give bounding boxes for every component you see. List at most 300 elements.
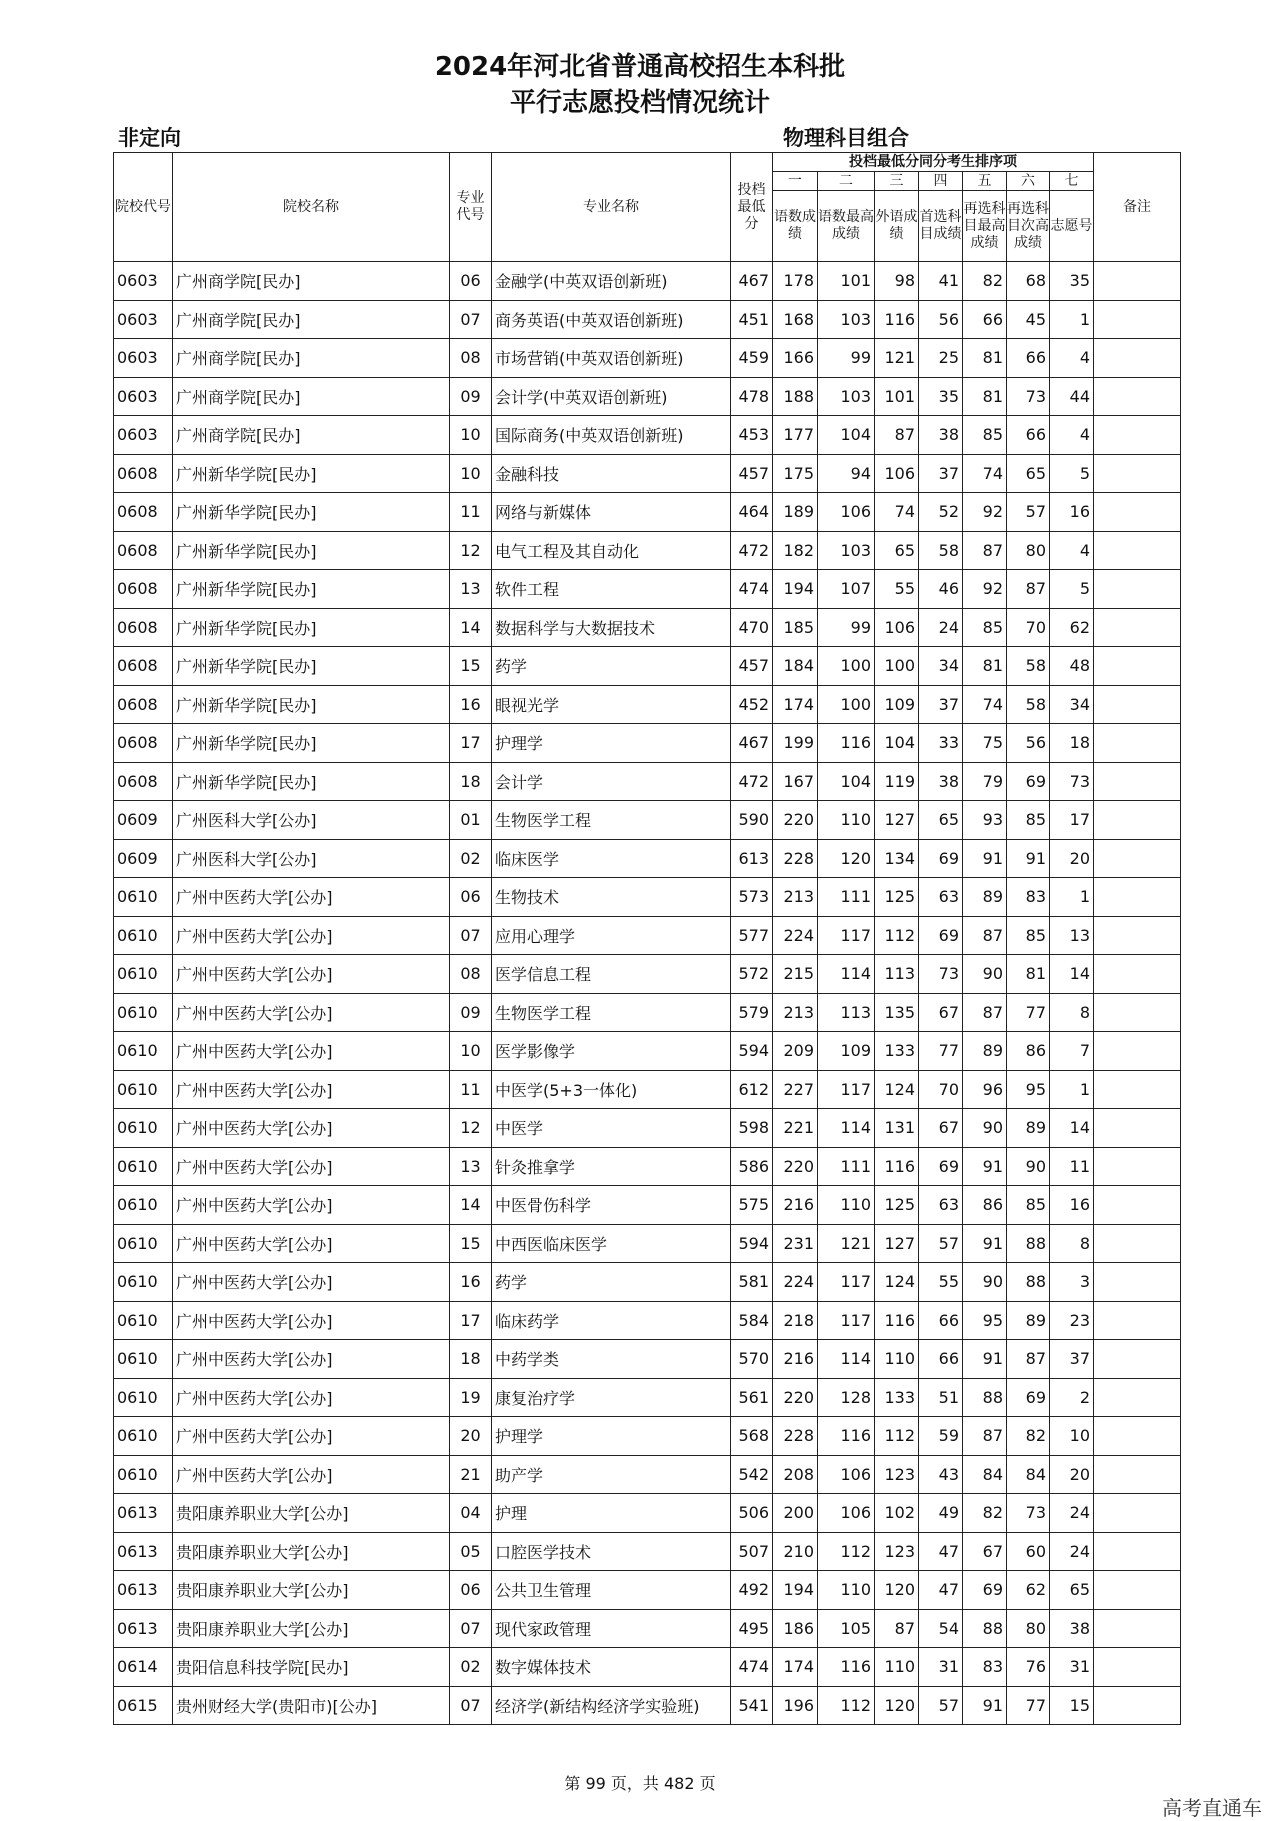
- cell-chinese-math-max: 105: [818, 1609, 875, 1648]
- cell-foreign-language: 135: [875, 993, 919, 1032]
- cell-major-code: 08: [450, 955, 492, 994]
- cell-chinese-math-score: 194: [773, 1571, 818, 1610]
- cell-preference-no: 10: [1050, 1417, 1094, 1456]
- cell-first-subject: 56: [919, 300, 963, 339]
- cell-major-name: 商务英语(中英双语创新班): [492, 300, 731, 339]
- page-title: 2024年河北省普通高校招生本科批: [434, 52, 846, 82]
- cell-elective-max: 81: [963, 647, 1007, 686]
- cell-school-name: 广州中医药大学[公办]: [173, 1109, 450, 1148]
- cell-major-code: 19: [450, 1378, 492, 1417]
- cell-chinese-math-score: 231: [773, 1224, 818, 1263]
- cell-preference-no: 62: [1050, 608, 1094, 647]
- cell-major-code: 02: [450, 839, 492, 878]
- cell-foreign-language: 112: [875, 1417, 919, 1456]
- cell-major-name: 医学影像学: [492, 1032, 731, 1071]
- cell-first-subject: 55: [919, 1263, 963, 1302]
- cell-school-name: 广州中医药大学[公办]: [173, 878, 450, 917]
- cell-remarks: [1094, 1532, 1181, 1571]
- cell-elective-max: 75: [963, 724, 1007, 763]
- cell-remarks: [1094, 1263, 1181, 1302]
- cell-school-name: 广州中医药大学[公办]: [173, 1186, 450, 1225]
- cell-preference-no: 20: [1050, 839, 1094, 878]
- cell-major-code: 12: [450, 531, 492, 570]
- table-row: [114, 377, 1181, 416]
- cell-min-score: 470: [731, 608, 773, 647]
- cell-remarks: [1094, 1109, 1181, 1148]
- header-elective-second: 再选科目次高成绩: [1007, 191, 1050, 262]
- cell-elective-max: 82: [963, 262, 1007, 301]
- cell-min-score: 577: [731, 916, 773, 955]
- cell-school-name: 广州中医药大学[公办]: [173, 916, 450, 955]
- cell-chinese-math-score: 208: [773, 1455, 818, 1494]
- cell-school-name: 广州新华学院[民办]: [173, 531, 450, 570]
- cell-chinese-math-score: 210: [773, 1532, 818, 1571]
- cell-chinese-math-max: 106: [818, 1455, 875, 1494]
- cell-elective-second: 76: [1007, 1648, 1050, 1687]
- cell-major-code: 13: [450, 1147, 492, 1186]
- cell-chinese-math-max: 106: [818, 493, 875, 532]
- cell-min-score: 451: [731, 300, 773, 339]
- cell-elective-max: 67: [963, 1532, 1007, 1571]
- cell-first-subject: 65: [919, 801, 963, 840]
- cell-elective-max: 79: [963, 762, 1007, 801]
- cell-elective-second: 80: [1007, 531, 1050, 570]
- cell-major-code: 15: [450, 1224, 492, 1263]
- cell-school-code: 0610: [114, 1340, 173, 1379]
- category-label: 非定向: [118, 126, 181, 150]
- cell-remarks: [1094, 339, 1181, 378]
- cell-first-subject: 57: [919, 1224, 963, 1263]
- cell-foreign-language: 106: [875, 454, 919, 493]
- cell-elective-second: 82: [1007, 1417, 1050, 1456]
- cell-school-code: 0603: [114, 339, 173, 378]
- cell-first-subject: 73: [919, 955, 963, 994]
- cell-school-name: 广州中医药大学[公办]: [173, 993, 450, 1032]
- cell-chinese-math-score: 177: [773, 416, 818, 455]
- cell-major-code: 09: [450, 993, 492, 1032]
- cell-major-name: 中医骨伤科学: [492, 1186, 731, 1225]
- table-row: [114, 570, 1181, 609]
- cell-elective-max: 93: [963, 801, 1007, 840]
- header-school-code: 院校代号: [114, 153, 173, 262]
- cell-major-name: 护理学: [492, 724, 731, 763]
- cell-major-code: 13: [450, 570, 492, 609]
- cell-remarks: [1094, 454, 1181, 493]
- cell-school-name: 广州中医药大学[公办]: [173, 1301, 450, 1340]
- cell-elective-max: 74: [963, 685, 1007, 724]
- cell-preference-no: 11: [1050, 1147, 1094, 1186]
- table-body: [114, 262, 1181, 1725]
- cell-school-code: 0613: [114, 1532, 173, 1571]
- cell-preference-no: 23: [1050, 1301, 1094, 1340]
- cell-foreign-language: 119: [875, 762, 919, 801]
- table-row: [114, 685, 1181, 724]
- cell-foreign-language: 123: [875, 1532, 919, 1571]
- cell-school-code: 0609: [114, 839, 173, 878]
- cell-chinese-math-max: 100: [818, 685, 875, 724]
- header-chinese-math-max: 语数最高成绩: [818, 191, 875, 262]
- cell-elective-second: 90: [1007, 1147, 1050, 1186]
- cell-elective-max: 87: [963, 531, 1007, 570]
- cell-first-subject: 35: [919, 377, 963, 416]
- cell-major-name: 护理学: [492, 1417, 731, 1456]
- cell-first-subject: 54: [919, 1609, 963, 1648]
- cell-first-subject: 31: [919, 1648, 963, 1687]
- cell-elective-second: 87: [1007, 1340, 1050, 1379]
- cell-preference-no: 8: [1050, 993, 1094, 1032]
- cell-preference-no: 48: [1050, 647, 1094, 686]
- cell-elective-second: 69: [1007, 1378, 1050, 1417]
- cell-school-code: 0610: [114, 1109, 173, 1148]
- cell-major-code: 07: [450, 916, 492, 955]
- cell-preference-no: 2: [1050, 1378, 1094, 1417]
- cell-major-name: 国际商务(中英双语创新班): [492, 416, 731, 455]
- cell-preference-no: 1: [1050, 1070, 1094, 1109]
- cell-foreign-language: 125: [875, 878, 919, 917]
- cell-preference-no: 24: [1050, 1494, 1094, 1533]
- cell-major-name: 经济学(新结构经济学实验班): [492, 1686, 731, 1725]
- table-row: [114, 1686, 1181, 1725]
- cell-first-subject: 59: [919, 1417, 963, 1456]
- cell-elective-second: 58: [1007, 685, 1050, 724]
- cell-remarks: [1094, 1609, 1181, 1648]
- cell-major-code: 08: [450, 339, 492, 378]
- cell-chinese-math-score: 185: [773, 608, 818, 647]
- cell-preference-no: 17: [1050, 801, 1094, 840]
- cell-major-name: 针灸推拿学: [492, 1147, 731, 1186]
- cell-major-name: 口腔医学技术: [492, 1532, 731, 1571]
- cell-school-code: 0610: [114, 916, 173, 955]
- cell-elective-max: 84: [963, 1455, 1007, 1494]
- cell-foreign-language: 127: [875, 1224, 919, 1263]
- table-row: [114, 1494, 1181, 1533]
- cell-elective-max: 90: [963, 1263, 1007, 1302]
- cell-min-score: 472: [731, 531, 773, 570]
- cell-school-code: 0608: [114, 685, 173, 724]
- cell-major-name: 会计学: [492, 762, 731, 801]
- table-row: [114, 839, 1181, 878]
- cell-min-score: 598: [731, 1109, 773, 1148]
- cell-school-code: 0608: [114, 570, 173, 609]
- cell-elective-second: 69: [1007, 762, 1050, 801]
- cell-elective-second: 83: [1007, 878, 1050, 917]
- table-row: [114, 262, 1181, 301]
- cell-elective-second: 56: [1007, 724, 1050, 763]
- cell-first-subject: 34: [919, 647, 963, 686]
- cell-major-code: 10: [450, 454, 492, 493]
- cell-chinese-math-score: 188: [773, 377, 818, 416]
- table-row: [114, 916, 1181, 955]
- cell-min-score: 452: [731, 685, 773, 724]
- cell-remarks: [1094, 647, 1181, 686]
- cell-elective-second: 57: [1007, 493, 1050, 532]
- cell-first-subject: 38: [919, 762, 963, 801]
- table-row: [114, 1571, 1181, 1610]
- cell-major-code: 16: [450, 1263, 492, 1302]
- cell-chinese-math-max: 103: [818, 531, 875, 570]
- cell-foreign-language: 55: [875, 570, 919, 609]
- cell-major-name: 中西医临床医学: [492, 1224, 731, 1263]
- cell-chinese-math-max: 112: [818, 1686, 875, 1725]
- cell-remarks: [1094, 1301, 1181, 1340]
- cell-chinese-math-score: 194: [773, 570, 818, 609]
- cell-major-name: 金融学(中英双语创新班): [492, 262, 731, 301]
- header-remarks: 备注: [1094, 153, 1181, 262]
- cell-preference-no: 4: [1050, 416, 1094, 455]
- cell-school-code: 0610: [114, 1224, 173, 1263]
- cell-preference-no: 5: [1050, 570, 1094, 609]
- admission-table: [113, 152, 1181, 1725]
- cell-elective-max: 85: [963, 608, 1007, 647]
- cell-major-code: 02: [450, 1648, 492, 1687]
- cell-elective-second: 87: [1007, 570, 1050, 609]
- cell-chinese-math-max: 94: [818, 454, 875, 493]
- cell-major-name: 现代家政管理: [492, 1609, 731, 1648]
- cell-first-subject: 38: [919, 416, 963, 455]
- cell-min-score: 575: [731, 1186, 773, 1225]
- cell-first-subject: 37: [919, 454, 963, 493]
- cell-chinese-math-score: 215: [773, 955, 818, 994]
- cell-chinese-math-score: 216: [773, 1186, 818, 1225]
- table-row: [114, 1417, 1181, 1456]
- cell-elective-max: 66: [963, 300, 1007, 339]
- cell-school-name: 贵阳康养职业大学[公办]: [173, 1571, 450, 1610]
- cell-remarks: [1094, 724, 1181, 763]
- cell-foreign-language: 110: [875, 1340, 919, 1379]
- cell-preference-no: 20: [1050, 1455, 1094, 1494]
- table-row: [114, 724, 1181, 763]
- cell-elective-second: 68: [1007, 262, 1050, 301]
- cell-preference-no: 34: [1050, 685, 1094, 724]
- cell-school-code: 0610: [114, 1417, 173, 1456]
- cell-remarks: [1094, 1224, 1181, 1263]
- cell-preference-no: 14: [1050, 1109, 1094, 1148]
- cell-chinese-math-max: 114: [818, 1340, 875, 1379]
- cell-school-code: 0610: [114, 955, 173, 994]
- cell-foreign-language: 131: [875, 1109, 919, 1148]
- header-min-score: 投档最低分: [731, 153, 773, 262]
- cell-preference-no: 16: [1050, 1186, 1094, 1225]
- cell-school-name: 广州商学院[民办]: [173, 377, 450, 416]
- cell-school-name: 广州新华学院[民办]: [173, 493, 450, 532]
- table-row: [114, 1109, 1181, 1148]
- cell-major-name: 药学: [492, 647, 731, 686]
- cell-preference-no: 4: [1050, 531, 1094, 570]
- cell-foreign-language: 124: [875, 1070, 919, 1109]
- cell-elective-second: 66: [1007, 416, 1050, 455]
- cell-remarks: [1094, 1070, 1181, 1109]
- cell-first-subject: 47: [919, 1532, 963, 1571]
- cell-foreign-language: 112: [875, 916, 919, 955]
- cell-major-code: 18: [450, 1340, 492, 1379]
- cell-elective-max: 91: [963, 1224, 1007, 1263]
- table-row: [114, 339, 1181, 378]
- cell-school-code: 0610: [114, 1147, 173, 1186]
- cell-foreign-language: 116: [875, 300, 919, 339]
- cell-chinese-math-score: 228: [773, 1417, 818, 1456]
- cell-elective-second: 58: [1007, 647, 1050, 686]
- cell-school-code: 0610: [114, 1032, 173, 1071]
- cell-foreign-language: 100: [875, 647, 919, 686]
- cell-min-score: 495: [731, 1609, 773, 1648]
- table-row: [114, 878, 1181, 917]
- cell-preference-no: 24: [1050, 1532, 1094, 1571]
- cell-preference-no: 37: [1050, 1340, 1094, 1379]
- cell-major-name: 金融科技: [492, 454, 731, 493]
- cell-school-code: 0603: [114, 377, 173, 416]
- cell-chinese-math-score: 216: [773, 1340, 818, 1379]
- cell-chinese-math-score: 186: [773, 1609, 818, 1648]
- cell-school-name: 广州新华学院[民办]: [173, 685, 450, 724]
- cell-remarks: [1094, 1686, 1181, 1725]
- cell-school-name: 广州中医药大学[公办]: [173, 1147, 450, 1186]
- cell-major-name: 临床药学: [492, 1301, 731, 1340]
- cell-remarks: [1094, 993, 1181, 1032]
- cell-chinese-math-score: 224: [773, 1263, 818, 1302]
- cell-foreign-language: 116: [875, 1301, 919, 1340]
- cell-chinese-math-max: 113: [818, 993, 875, 1032]
- cell-preference-no: 13: [1050, 916, 1094, 955]
- cell-first-subject: 58: [919, 531, 963, 570]
- cell-first-subject: 67: [919, 1109, 963, 1148]
- cell-chinese-math-score: 189: [773, 493, 818, 532]
- cell-elective-second: 91: [1007, 839, 1050, 878]
- cell-foreign-language: 87: [875, 416, 919, 455]
- cell-chinese-math-max: 104: [818, 762, 875, 801]
- cell-foreign-language: 134: [875, 839, 919, 878]
- cell-school-name: 广州商学院[民办]: [173, 262, 450, 301]
- cell-remarks: [1094, 1455, 1181, 1494]
- cell-elective-second: 95: [1007, 1070, 1050, 1109]
- cell-chinese-math-score: 200: [773, 1494, 818, 1533]
- cell-school-name: 广州中医药大学[公办]: [173, 1032, 450, 1071]
- cell-first-subject: 37: [919, 685, 963, 724]
- cell-first-subject: 33: [919, 724, 963, 763]
- cell-min-score: 464: [731, 493, 773, 532]
- cell-first-subject: 69: [919, 916, 963, 955]
- cell-school-name: 广州新华学院[民办]: [173, 647, 450, 686]
- cell-chinese-math-score: 199: [773, 724, 818, 763]
- cell-elective-max: 74: [963, 454, 1007, 493]
- header-major-name: 专业名称: [492, 153, 731, 262]
- cell-major-code: 11: [450, 1070, 492, 1109]
- cell-major-name: 数据科学与大数据技术: [492, 608, 731, 647]
- cell-first-subject: 41: [919, 262, 963, 301]
- cell-school-code: 0610: [114, 993, 173, 1032]
- cell-elective-max: 91: [963, 1340, 1007, 1379]
- cell-chinese-math-score: 182: [773, 531, 818, 570]
- cell-remarks: [1094, 300, 1181, 339]
- cell-foreign-language: 116: [875, 1147, 919, 1186]
- cell-foreign-language: 127: [875, 801, 919, 840]
- cell-first-subject: 51: [919, 1378, 963, 1417]
- cell-first-subject: 66: [919, 1340, 963, 1379]
- cell-chinese-math-max: 112: [818, 1532, 875, 1571]
- cell-preference-no: 44: [1050, 377, 1094, 416]
- page-subtitle: 平行志愿投档情况统计: [509, 88, 770, 118]
- cell-elective-max: 87: [963, 916, 1007, 955]
- cell-elective-second: 77: [1007, 993, 1050, 1032]
- table-row: [114, 1147, 1181, 1186]
- cell-chinese-math-max: 107: [818, 570, 875, 609]
- cell-chinese-math-max: 117: [818, 916, 875, 955]
- cell-min-score: 467: [731, 262, 773, 301]
- cell-min-score: 586: [731, 1147, 773, 1186]
- cell-elective-second: 80: [1007, 1609, 1050, 1648]
- cell-chinese-math-score: 227: [773, 1070, 818, 1109]
- cell-school-code: 0608: [114, 454, 173, 493]
- cell-elective-max: 87: [963, 1417, 1007, 1456]
- cell-major-code: 18: [450, 762, 492, 801]
- cell-min-score: 568: [731, 1417, 773, 1456]
- cell-chinese-math-score: 166: [773, 339, 818, 378]
- cell-elective-second: 66: [1007, 339, 1050, 378]
- cell-major-name: 眼视光学: [492, 685, 731, 724]
- cell-school-name: 广州商学院[民办]: [173, 300, 450, 339]
- cell-major-name: 康复治疗学: [492, 1378, 731, 1417]
- cell-major-name: 中药学类: [492, 1340, 731, 1379]
- cell-preference-no: 31: [1050, 1648, 1094, 1687]
- cell-major-code: 06: [450, 262, 492, 301]
- cell-school-name: 贵阳康养职业大学[公办]: [173, 1494, 450, 1533]
- cell-major-name: 公共卫生管理: [492, 1571, 731, 1610]
- cell-elective-second: 73: [1007, 1494, 1050, 1533]
- cell-major-name: 电气工程及其自动化: [492, 531, 731, 570]
- cell-chinese-math-max: 103: [818, 377, 875, 416]
- cell-first-subject: 46: [919, 570, 963, 609]
- table-row: [114, 1609, 1181, 1648]
- cell-foreign-language: 124: [875, 1263, 919, 1302]
- cell-elective-max: 81: [963, 339, 1007, 378]
- table-row: [114, 1263, 1181, 1302]
- cell-school-code: 0613: [114, 1571, 173, 1610]
- cell-chinese-math-max: 116: [818, 724, 875, 763]
- cell-elective-max: 88: [963, 1378, 1007, 1417]
- cell-major-name: 生物医学工程: [492, 801, 731, 840]
- cell-major-name: 应用心理学: [492, 916, 731, 955]
- cell-foreign-language: 87: [875, 1609, 919, 1648]
- cell-major-name: 医学信息工程: [492, 955, 731, 994]
- cell-major-code: 12: [450, 1109, 492, 1148]
- cell-chinese-math-score: 174: [773, 685, 818, 724]
- cell-major-code: 14: [450, 1186, 492, 1225]
- header-num-7: 七: [1050, 172, 1094, 191]
- cell-chinese-math-score: 220: [773, 1147, 818, 1186]
- cell-first-subject: 47: [919, 1571, 963, 1610]
- cell-chinese-math-score: 175: [773, 454, 818, 493]
- cell-school-code: 0610: [114, 878, 173, 917]
- cell-school-code: 0613: [114, 1494, 173, 1533]
- cell-min-score: 542: [731, 1455, 773, 1494]
- cell-foreign-language: 98: [875, 262, 919, 301]
- table-row: [114, 1532, 1181, 1571]
- cell-preference-no: 73: [1050, 762, 1094, 801]
- cell-chinese-math-score: 184: [773, 647, 818, 686]
- cell-elective-second: 85: [1007, 1186, 1050, 1225]
- header-num-3: 三: [875, 172, 919, 191]
- cell-elective-second: 73: [1007, 377, 1050, 416]
- cell-chinese-math-max: 117: [818, 1263, 875, 1302]
- cell-first-subject: 70: [919, 1070, 963, 1109]
- table-row: [114, 531, 1181, 570]
- cell-major-code: 21: [450, 1455, 492, 1494]
- cell-min-score: 467: [731, 724, 773, 763]
- cell-foreign-language: 120: [875, 1571, 919, 1610]
- cell-major-name: 会计学(中英双语创新班): [492, 377, 731, 416]
- cell-elective-max: 86: [963, 1186, 1007, 1225]
- table-row: [114, 1648, 1181, 1687]
- cell-chinese-math-max: 103: [818, 300, 875, 339]
